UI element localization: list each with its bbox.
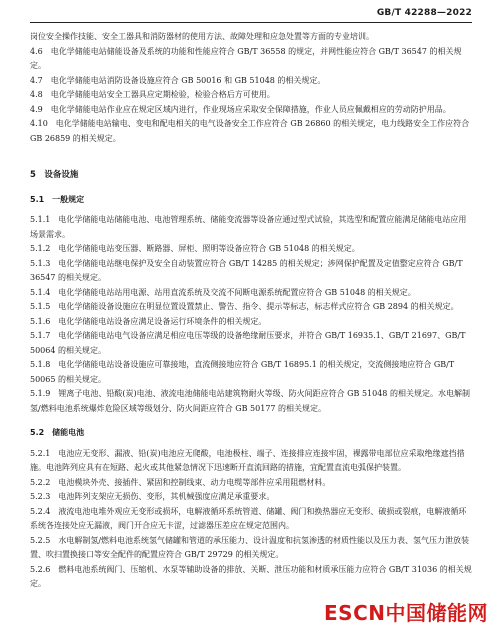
- clause-4-7: 4.7 电化学储能电站消防设备设施应符合 GB 50016 和 GB 51048 的相关规定。: [30, 75, 326, 85]
- clause-5-2-2: 5.2.2 电池模块外壳、接插件、紧固和控制线束、动力电缆等部件应采用阻燃材料。: [30, 477, 331, 487]
- clause-5-1-2: 5.1.2 电化学储能电站变压器、断路器、屏柜、照明等设备应符合 GB 51048 的相关规定。: [30, 244, 360, 253]
- header-rule: [30, 22, 472, 23]
- clause-5-2-1: 5.2.1 电池应无变形、漏液、铅(炭)电池应无爬酸，电池极柱、端子、连接排应连接牢固，裸露带电部位应采取绝缘遮挡措施。电池阵列应具有在短路、起火或其他紧急情况下迅速断开直流回路的措施，宜配置直流电弧保护装置。: [30, 448, 465, 472]
- clause-5-1-3: 5.1.3 电化学储能电站继电保护及安全自动装置应符合 GB/T 14285 的相关规定；涉网保护配置及定值整定应符合 GB/T 36547 的相关规定。: [30, 258, 463, 282]
- clause-4-8: 4.8 电化学储能电站安全工器具应定期检验，检验合格后方可使用。: [30, 90, 275, 99]
- clause-5-2-3: 5.2.3 电池阵列支架应无损伤、变形，其机械强度应满足承重要求。: [30, 492, 275, 501]
- section-5-1-heading: 5.1 一般规定: [30, 194, 85, 204]
- clause-5-1-8: 5.1.8 电化学储能电站设备设施应可靠接地，直流侧接地应符合 GB/T 16895.1 的相关规定，交流侧接地应符合 GB/T 50065 的相关规定。: [30, 360, 455, 384]
- clause-5-1-4: 5.1.4 电化学储能电站站用电源、站用直流系统及交流不间断电源系统配置应符合 GB 51048 的相关规定。: [30, 287, 416, 297]
- section-5-heading: 5 设备设施: [30, 170, 79, 180]
- clause-5-1-7: 5.1.7 电化学储能电站电气设备应满足相应电压等级的设备绝缘耐压要求，并符合 GB/T 16935.1、GB/T 21697、GB/T 50064 的相关规定。: [30, 331, 466, 355]
- clause-5-2-6: 5.2.6 燃料电池系统阀门、压缩机、水泵等辅助设备的排放、关断、泄压功能和材质承压能力应符合 GB/T 31036 的相关规定。: [30, 564, 472, 588]
- clause-5-1-5: 5.1.5 电化学储能设备设施应在明显位置设置禁止、警告、指令、提示等标志，标志样式应符合 GB 2894 的相关规定。: [30, 302, 459, 311]
- watermark-logo: ESCN中国储能网: [324, 601, 488, 625]
- clause-5-1-9: 5.1.9 锂离子电池、铅酸(炭)电池、液流电池储能电站建筑物耐火等级、防火间距应符合 GB 51048 的相关规定。水电解制氢/燃料电池系统爆炸危险区域等级划分、防火间距应符合 GB 50177 的相关规定。: [30, 389, 470, 413]
- section-5-2-heading: 5.2 储能电池: [30, 428, 85, 437]
- clause-4-6: 4.6 电化学储能电站储能设备及系统的功能和性能应符合 GB/T 36558 的规定，并网性能应符合 GB/T 36547 的相关规定。: [30, 46, 462, 70]
- paragraph-continued: 岗位安全操作技能、安全工器具和消防器材的使用方法、故障处理和应急处置等方面的专业培训。: [30, 32, 374, 41]
- document-body: [30, 30, 472, 592]
- clause-4-10: 4.10 电化学储能电站输电、变电和配电相关的电气设备安全工作应符合 GB 26860 的相关规定，电力线路安全工作应符合 GB 26859 的相关规定。: [30, 119, 470, 143]
- clause-5-1-6: 5.1.6 电化学储能电站设备应满足设备运行环境条件的相关规定。: [30, 316, 267, 326]
- clause-5-2-4: 5.2.4 液流电池电堆外观应无变形或损坏，电解液循环系统管道、储罐、阀门和换热器应无变形、破损或裂痕，电解液循环系统各连接处应无漏液，阀门开合应无卡涩，过滤器压差应在规定范围内。: [30, 506, 467, 530]
- clause-4-9: 4.9 电化学储能电站作业应在规定区域内进行，作业现场应采取安全保障措施，作业人员应佩戴相应的劳动防护用品。: [30, 104, 451, 114]
- clause-5-1-1: 5.1.1 电化学储能电站储能电池、电池管理系统、储能变流器等设备应通过型式试验，其选型和配置应能满足储能电站应用场景需求。: [30, 215, 467, 239]
- standard-number: GB/T 42288—2022: [376, 8, 472, 18]
- clause-5-2-5: 5.2.5 水电解制氢/燃料电池系统氢气储罐和管道的承压能力、设计温度和抗氢渗透的材质性能以及压力表、氢气压力泄放装置、吹扫置换接口等安全配件的配置应符合 GB/T 29729 的相关规定。: [30, 535, 470, 559]
